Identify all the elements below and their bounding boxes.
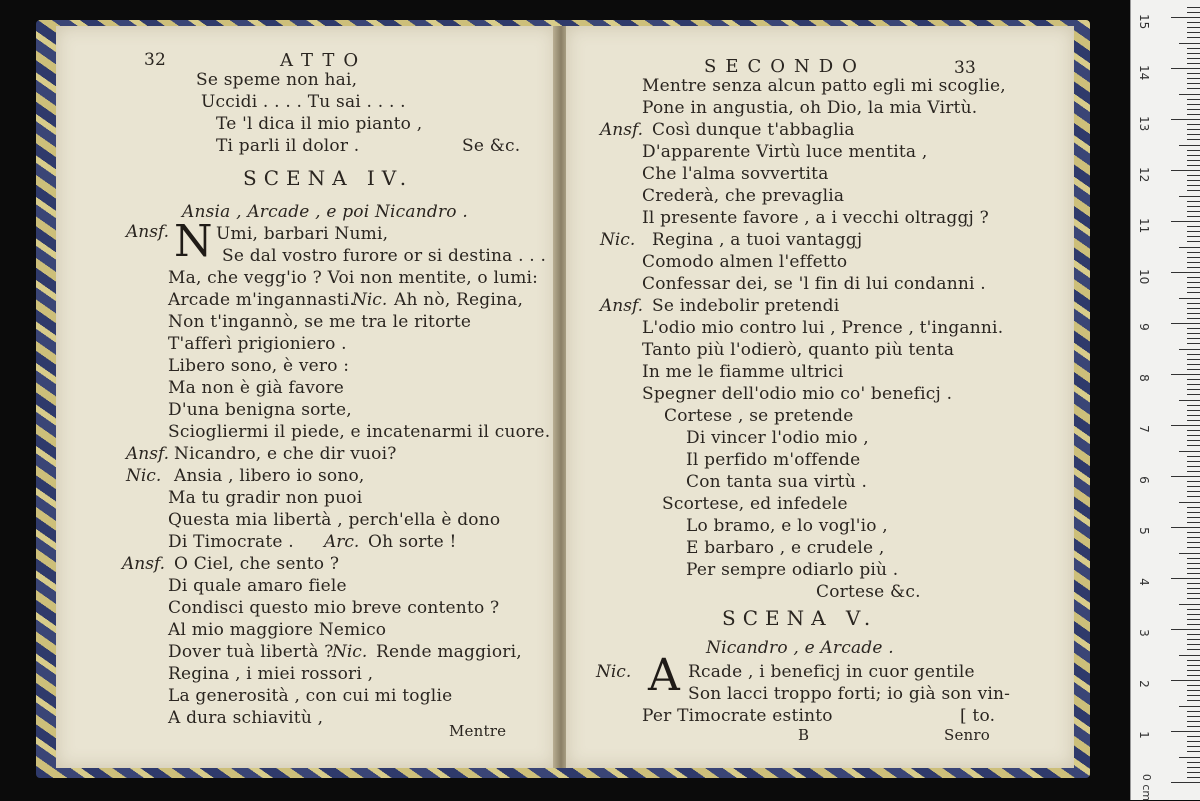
verse-line: Il perfido m'offende <box>686 450 861 470</box>
verse-line: Con tanta sua virtù . <box>686 472 868 492</box>
verse-line: A dura schiavitù , <box>168 708 324 728</box>
ruler-tick <box>1179 757 1200 758</box>
verse-line: Son lacci troppo forti; io già son vin- <box>688 684 1011 704</box>
ruler-tick <box>1187 180 1200 181</box>
ruler-tick <box>1171 17 1200 18</box>
ruler-tick <box>1187 22 1200 23</box>
verse-line: Pone in angustia, oh Dio, la mia Virtù. <box>642 98 978 118</box>
verse-line: Ma, che vegg'io ? Voi non mentite, o lumi: <box>168 268 539 288</box>
ruler-tick <box>1187 665 1200 666</box>
ruler-tick <box>1187 104 1200 105</box>
ruler-tick <box>1187 522 1200 523</box>
verse-line: Se speme non hai, <box>196 70 358 90</box>
ruler-tick <box>1179 451 1200 452</box>
verse-line: Rcade , i beneficj in cuor gentile <box>688 662 975 682</box>
verse-line: Di Timocrate . <box>168 532 294 552</box>
ruler-tick <box>1187 614 1200 615</box>
ruler-tick <box>1187 394 1200 395</box>
ruler-tick <box>1187 440 1200 441</box>
ruler-tick <box>1171 119 1200 120</box>
ruler-number: 12 <box>1137 167 1151 183</box>
ruler-tick <box>1187 711 1200 712</box>
verse-line: Per Timocrate estinto <box>642 706 833 726</box>
ruler-tick <box>1187 721 1200 722</box>
verse-line: Il presente favore , a i vecchi oltraggj ? <box>642 208 989 228</box>
verse-line: D'apparente Virtù luce mentita , <box>642 142 928 162</box>
ruler-tick <box>1187 466 1200 467</box>
ruler-tick <box>1187 695 1200 696</box>
ruler-number: 11 <box>1137 218 1151 234</box>
ruler-tick <box>1187 175 1200 176</box>
ruler-tick <box>1187 277 1200 278</box>
ruler-tick <box>1171 680 1200 681</box>
ruler-tick <box>1187 364 1200 365</box>
verse-line: Di vincer l'odio mio , <box>686 428 869 448</box>
ruler-tick <box>1187 63 1200 64</box>
ruler-tick <box>1187 359 1200 360</box>
ruler-tick <box>1187 211 1200 212</box>
ruler-tick <box>1187 517 1200 518</box>
speaker-label: Ansf. <box>126 444 170 464</box>
ruler-tick <box>1187 231 1200 232</box>
verse-line: Libero sono, è vero : <box>168 356 350 376</box>
speaker-label: Nic. <box>332 642 368 662</box>
ruler-tick <box>1187 410 1200 411</box>
ruler-tick <box>1187 405 1200 406</box>
verse-line: Così dunque t'abbaglia <box>652 120 855 140</box>
ruler-tick <box>1187 37 1200 38</box>
ruler-tick <box>1187 338 1200 339</box>
ruler-tick <box>1187 78 1200 79</box>
ruler-tick <box>1187 588 1200 589</box>
ruler-tick <box>1187 206 1200 207</box>
ruler-tick <box>1187 420 1200 421</box>
ruler-tick <box>1171 578 1200 579</box>
ruler-tick <box>1187 598 1200 599</box>
ruler-tick <box>1171 782 1200 783</box>
ruler-tick <box>1187 99 1200 100</box>
ruler-tick <box>1187 583 1200 584</box>
ruler-number: 3 <box>1137 629 1151 637</box>
ruler-tick <box>1187 216 1200 217</box>
verse-line: Mentre senza alcun patto egli mi scoglie, <box>642 76 1006 96</box>
ruler-tick <box>1179 553 1200 554</box>
ruler-tick <box>1187 58 1200 59</box>
ruler-tick <box>1187 27 1200 28</box>
verse-line: Confessar dei, se 'l fin di lui condanni . <box>642 274 986 294</box>
stage-direction: Ansia , Arcade , e poi Nicandro . <box>182 202 468 222</box>
ruler-tick <box>1187 415 1200 416</box>
verse-line: Ansia , libero io sono, <box>174 466 365 486</box>
ruler-tick <box>1179 94 1200 95</box>
ruler-tick <box>1171 170 1200 171</box>
verse-line: Che l'alma sovvertita <box>642 164 829 184</box>
verse-line: Cortese , se pretende <box>664 406 854 426</box>
verse-line: Tanto più l'odierò, quanto più tenta <box>642 340 955 360</box>
ruler-tick <box>1187 644 1200 645</box>
ruler-tick <box>1187 32 1200 33</box>
verse-line: Crederà, che prevaglia <box>642 186 845 206</box>
ruler-number: 6 <box>1137 476 1151 484</box>
verse-line: E barbaro , e crudele , <box>686 538 885 558</box>
ruler-tick <box>1187 537 1200 538</box>
ruler-tick <box>1187 619 1200 620</box>
ruler-tick <box>1187 670 1200 671</box>
verse-line: Questa mia libertà , perch'ella è dono <box>168 510 501 530</box>
ruler-tick <box>1187 48 1200 49</box>
verse-line: L'odio mio contro lui , Prence , t'inganni. <box>642 318 1004 338</box>
verse-line: Ma tu gradir non puoi <box>168 488 363 508</box>
stage-direction: Nicandro , e Arcade . <box>706 638 894 658</box>
speaker-label: Ansf. <box>122 554 166 574</box>
ruler-number: 9 <box>1137 323 1151 331</box>
ruler-tick <box>1179 43 1200 44</box>
ruler-tick <box>1187 777 1200 778</box>
verse-line: Spegner dell'odio mio co' beneficj . <box>642 384 953 404</box>
verse-line: Arcade m'ingannasti. <box>168 290 356 310</box>
verse-line: Scortese, ed infedele <box>662 494 848 514</box>
ruler-tick <box>1187 726 1200 727</box>
verse-line: Rende maggiori, <box>376 642 522 662</box>
verse-line: Regina , i miei rossori , <box>168 664 374 684</box>
verse-line: Di quale amaro fiele <box>168 576 347 596</box>
ruler-tick <box>1187 354 1200 355</box>
ruler-tick <box>1187 134 1200 135</box>
verse-line: Nicandro, e che dir vuoi? <box>174 444 397 464</box>
ruler-tick <box>1187 139 1200 140</box>
refrain-mark: Se &c. <box>462 136 521 156</box>
ruler-tick <box>1179 502 1200 503</box>
ruler-tick <box>1179 604 1200 605</box>
running-head: ATTO <box>280 50 368 71</box>
ruler-tick <box>1187 292 1200 293</box>
ruler-tick <box>1187 114 1200 115</box>
running-head: SECONDO <box>704 56 866 77</box>
drop-capital: A <box>648 650 680 701</box>
ruler-tick <box>1187 685 1200 686</box>
ruler-tick <box>1187 124 1200 125</box>
ruler-number: 13 <box>1137 116 1151 132</box>
ruler-tick <box>1187 282 1200 283</box>
scene-heading: SCENA V. <box>722 606 878 630</box>
ruler-tick <box>1179 298 1200 299</box>
ruler-number: 14 <box>1137 65 1151 81</box>
right-page <box>566 26 1074 768</box>
ruler-tick <box>1187 690 1200 691</box>
catchword: Senro <box>944 726 991 744</box>
ruler-tick <box>1187 481 1200 482</box>
ruler-tick <box>1187 767 1200 768</box>
ruler-tick <box>1187 267 1200 268</box>
ruler-tick <box>1171 629 1200 630</box>
ruler-tick <box>1187 241 1200 242</box>
ruler-tick <box>1187 313 1200 314</box>
ruler-tick <box>1171 221 1200 222</box>
verse-line: Ma non è già favore <box>168 378 345 398</box>
ruler-tick <box>1187 486 1200 487</box>
ruler-tick <box>1187 471 1200 472</box>
ruler-tick <box>1187 160 1200 161</box>
ruler-unit-label: 0 cm <box>1140 773 1154 801</box>
ruler-tick <box>1171 272 1200 273</box>
speaker-label: Ansf. <box>600 120 644 140</box>
ruler-tick <box>1187 287 1200 288</box>
verse-line: Ah nò, Regina, <box>394 290 524 310</box>
ruler-tick <box>1187 542 1200 543</box>
ruler-tick <box>1187 83 1200 84</box>
verse-line: Uccidi . . . . Tu sai . . . . <box>201 92 406 112</box>
ruler-tick <box>1187 226 1200 227</box>
speaker-label: Ansf. <box>126 222 170 242</box>
ruler-tick <box>1171 731 1200 732</box>
ruler-tick <box>1171 527 1200 528</box>
ruler-tick <box>1187 639 1200 640</box>
ruler-tick <box>1187 88 1200 89</box>
ruler-tick <box>1187 7 1200 8</box>
ruler-number: 15 <box>1137 14 1151 30</box>
page-number: 32 <box>144 50 167 70</box>
refrain-mark: Cortese &c. <box>816 582 921 602</box>
page-number: 33 <box>954 58 977 78</box>
ruler-tick <box>1187 507 1200 508</box>
ruler-tick <box>1187 389 1200 390</box>
verse-line: Condisci questo mio breve contento ? <box>168 598 500 618</box>
verse-line: Se indebolir pretendi <box>652 296 840 316</box>
ruler-tick <box>1187 201 1200 202</box>
catchword: Mentre <box>449 722 507 740</box>
ruler-tick <box>1187 155 1200 156</box>
ruler-tick <box>1179 196 1200 197</box>
ruler-tick <box>1171 374 1200 375</box>
verse-line: Sciogliermi il piede, e incatenarmi il cuore. <box>168 422 551 442</box>
verse-line: Oh sorte ! <box>368 532 457 552</box>
verse-line: Lo bramo, e lo vogl'io , <box>686 516 888 536</box>
ruler-tick <box>1187 430 1200 431</box>
ruler-tick <box>1187 700 1200 701</box>
verse-line: Al mio maggiore Nemico <box>168 620 387 640</box>
ruler-tick <box>1187 185 1200 186</box>
ruler-tick <box>1187 129 1200 130</box>
verse-line: Se dal vostro furore or si destina . . . <box>222 246 547 266</box>
verse-line: In me le fiamme ultrici <box>642 362 844 382</box>
ruler-tick <box>1187 491 1200 492</box>
ruler-tick <box>1179 655 1200 656</box>
ruler-tick <box>1187 716 1200 717</box>
verse-line: Te 'l dica il mio pianto , <box>216 114 423 134</box>
measurement-ruler <box>1130 0 1200 800</box>
ruler-number: 10 <box>1137 269 1151 285</box>
ruler-tick <box>1187 328 1200 329</box>
ruler-tick <box>1187 461 1200 462</box>
ruler-tick <box>1187 762 1200 763</box>
signature-mark: B <box>798 726 810 744</box>
ruler-tick <box>1179 145 1200 146</box>
verse-line: O Ciel, che sento ? <box>174 554 340 574</box>
ruler-tick <box>1187 165 1200 166</box>
speaker-label: Arc. <box>324 532 360 552</box>
speaker-label: Nic. <box>596 662 632 682</box>
speaker-label: Ansf. <box>600 296 644 316</box>
ruler-tick <box>1187 379 1200 380</box>
ruler-tick <box>1179 247 1200 248</box>
speaker-label: Nic. <box>600 230 636 250</box>
ruler-tick <box>1187 262 1200 263</box>
ruler-tick <box>1187 150 1200 151</box>
verse-line: [ to. <box>960 706 996 726</box>
ruler-number: 2 <box>1137 680 1151 688</box>
ruler-tick <box>1187 558 1200 559</box>
verse-line: T'afferì prigioniero . <box>168 334 347 354</box>
ruler-tick <box>1187 568 1200 569</box>
ruler-number: 5 <box>1137 527 1151 535</box>
ruler-tick <box>1187 496 1200 497</box>
drop-capital: N <box>174 216 213 267</box>
speaker-label: Nic. <box>352 290 388 310</box>
verse-line: Dover tuà libertà ? <box>168 642 334 662</box>
ruler-tick <box>1187 624 1200 625</box>
verse-line: Regina , a tuoi vantaggj <box>652 230 863 250</box>
ruler-tick <box>1171 476 1200 477</box>
verse-line: Per sempre odiarlo più . <box>686 560 899 580</box>
ruler-tick <box>1187 445 1200 446</box>
ruler-tick <box>1187 609 1200 610</box>
ruler-tick <box>1187 563 1200 564</box>
ruler-tick <box>1187 573 1200 574</box>
ruler-tick <box>1187 343 1200 344</box>
ruler-tick <box>1187 547 1200 548</box>
ruler-tick <box>1171 425 1200 426</box>
ruler-tick <box>1187 369 1200 370</box>
ruler-tick <box>1187 593 1200 594</box>
ruler-number: 1 <box>1137 731 1151 739</box>
ruler-number: 8 <box>1137 374 1151 382</box>
scene-heading: SCENA IV. <box>243 166 414 190</box>
ruler-tick <box>1187 532 1200 533</box>
ruler-tick <box>1187 435 1200 436</box>
ruler-tick <box>1171 68 1200 69</box>
ruler-tick <box>1187 741 1200 742</box>
ruler-tick <box>1187 772 1200 773</box>
ruler-number: 7 <box>1137 425 1151 433</box>
ruler-tick <box>1187 675 1200 676</box>
ruler-tick <box>1179 706 1200 707</box>
ruler-tick <box>1187 73 1200 74</box>
ruler-tick <box>1187 736 1200 737</box>
ruler-tick <box>1187 308 1200 309</box>
ruler-tick <box>1187 109 1200 110</box>
verse-line: La generosità , con cui mi toglie <box>168 686 453 706</box>
ruler-number: 4 <box>1137 578 1151 586</box>
ruler-tick <box>1187 456 1200 457</box>
ruler-tick <box>1187 384 1200 385</box>
verse-line: Comodo almen l'effetto <box>642 252 848 272</box>
ruler-tick <box>1179 349 1200 350</box>
ruler-tick <box>1187 660 1200 661</box>
ruler-tick <box>1187 236 1200 237</box>
ruler-tick <box>1187 512 1200 513</box>
verse-line: Ti parli il dolor . <box>216 136 360 156</box>
ruler-tick <box>1179 400 1200 401</box>
ruler-tick <box>1187 333 1200 334</box>
ruler-tick <box>1187 53 1200 54</box>
verse-line: Umi, barbari Numi, <box>216 224 389 244</box>
ruler-tick <box>1187 746 1200 747</box>
ruler-tick <box>1187 303 1200 304</box>
verse-line: Non t'ingannò, se me tra le ritorte <box>168 312 472 332</box>
ruler-tick <box>1171 323 1200 324</box>
ruler-tick <box>1187 634 1200 635</box>
verse-line: D'una benigna sorte, <box>168 400 352 420</box>
ruler-tick <box>1187 12 1200 13</box>
ruler-tick <box>1187 751 1200 752</box>
speaker-label: Nic. <box>126 466 162 486</box>
left-page <box>56 26 556 768</box>
ruler-tick <box>1187 190 1200 191</box>
ruler-tick <box>1187 252 1200 253</box>
ruler-tick <box>1187 257 1200 258</box>
ruler-tick <box>1187 318 1200 319</box>
ruler-tick <box>1187 649 1200 650</box>
